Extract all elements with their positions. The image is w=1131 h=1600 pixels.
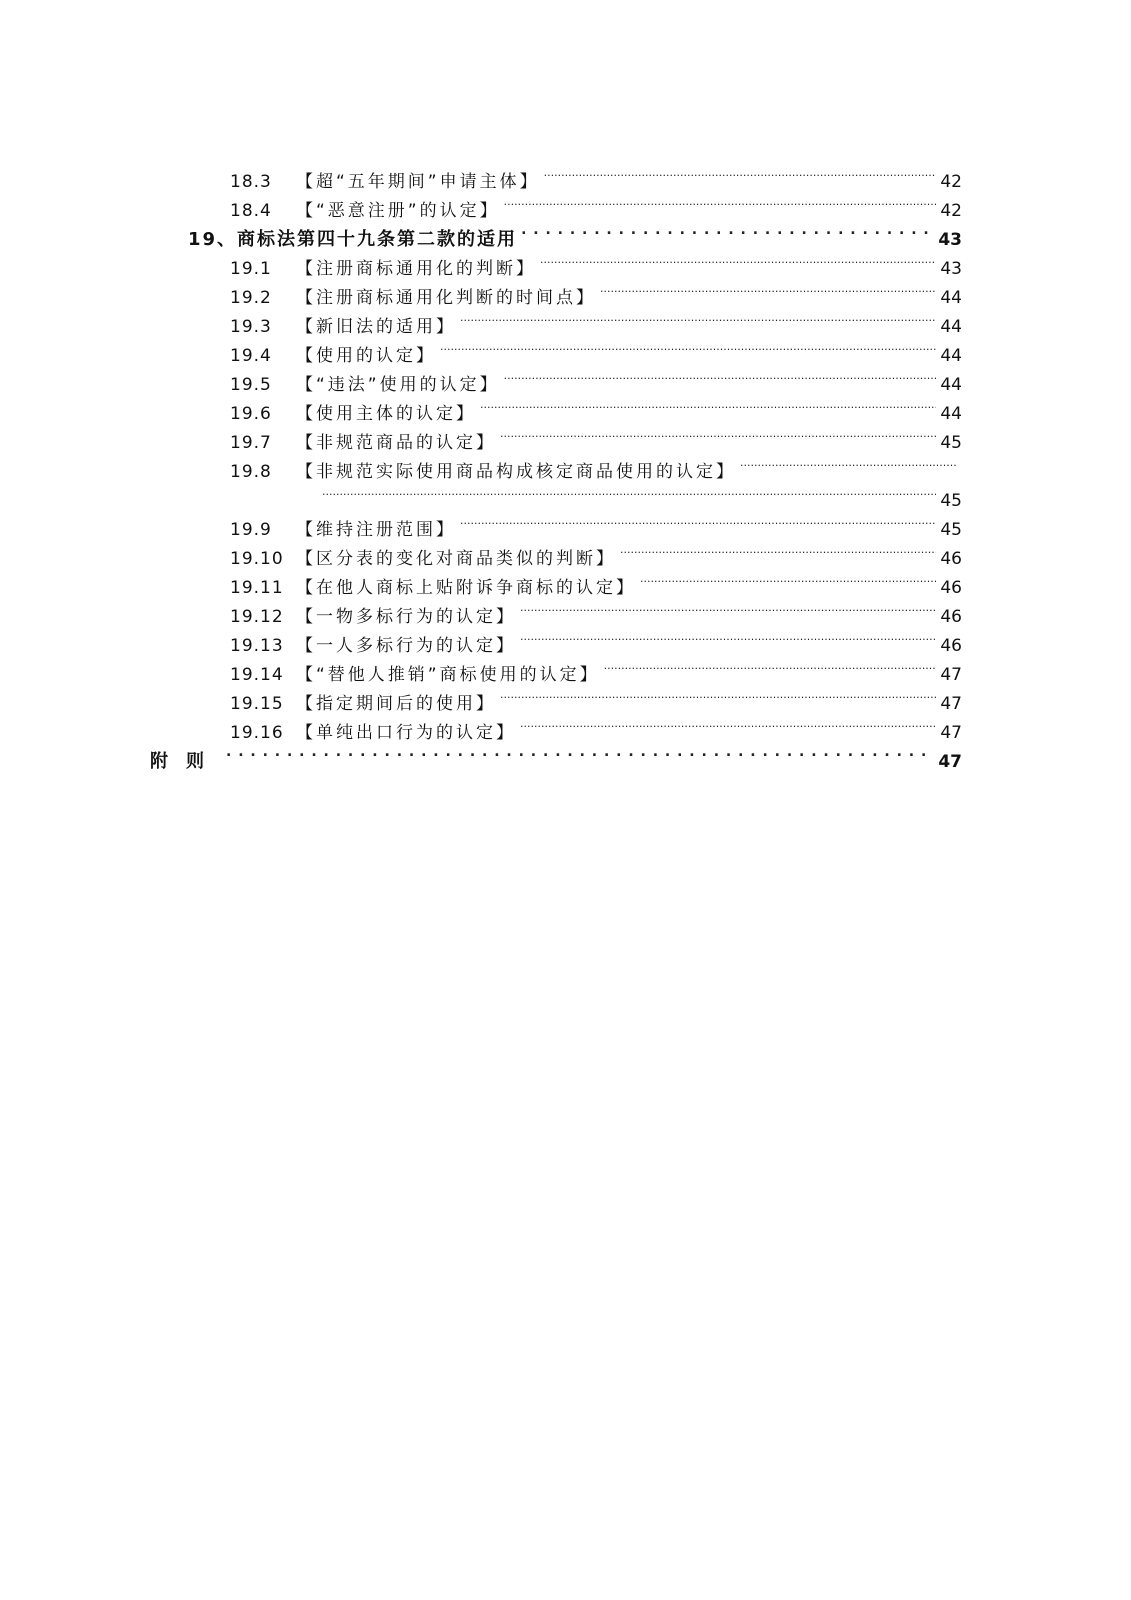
dot-leader — [504, 187, 936, 216]
entry-page-number: 44 — [940, 346, 962, 366]
dot-leader — [520, 709, 936, 738]
entry-title: 【维持注册范围】 — [296, 520, 456, 540]
toc-entry-19-2[interactable] — [230, 274, 962, 308]
entry-page-number: 44 — [940, 404, 962, 424]
dot-leader — [544, 158, 936, 187]
entry-title: 【指定期间后的使用】 — [296, 694, 496, 714]
dot-leader — [520, 593, 936, 622]
heading-title: 19、商标法第四十九条第二款的适用 — [188, 229, 518, 250]
entry-title: 【“替他人推销”商标使用的认定】 — [296, 665, 600, 685]
toc-entry-19-15[interactable] — [230, 680, 962, 714]
toc-entry-19-12[interactable] — [230, 593, 962, 627]
entry-number: 19.10 — [230, 549, 284, 569]
toc-entry-18-3[interactable] — [230, 158, 962, 192]
dot-leader — [521, 216, 934, 245]
entry-page-number: 45 — [940, 433, 962, 453]
toc-heading-19[interactable] — [188, 216, 962, 250]
entry-page-number: 44 — [940, 375, 962, 395]
entry-page-number: 42 — [940, 172, 962, 192]
entry-title: 【一人多标行为的认定】 — [296, 636, 516, 656]
dot-leader — [620, 535, 936, 564]
toc-entry-19-11[interactable] — [230, 564, 962, 598]
entry-number: 19.14 — [230, 665, 284, 685]
dot-leader — [504, 361, 936, 390]
entry-number: 19.16 — [230, 723, 284, 743]
heading-page-number: 43 — [938, 230, 962, 250]
entry-number: 19.1 — [230, 259, 272, 279]
dot-leader — [520, 622, 936, 651]
entry-page-number: 44 — [940, 317, 962, 337]
entry-title: 【新旧法的适用】 — [296, 317, 456, 337]
entry-number: 19.5 — [230, 375, 272, 395]
entry-number: 19.2 — [230, 288, 272, 308]
dot-leader — [500, 419, 936, 448]
entry-title: 【非规范实际使用商品构成核定商品使用的认定】 — [296, 462, 736, 482]
entry-page-number: 45 — [940, 520, 962, 540]
toc-entry-19-16[interactable] — [230, 709, 962, 743]
entry-number: 19.8 — [230, 462, 272, 482]
entry-number: 19.3 — [230, 317, 272, 337]
entry-number: 19.9 — [230, 520, 272, 540]
appendix-page-number: 47 — [938, 752, 962, 772]
toc-entry-19-1[interactable] — [230, 245, 962, 279]
entry-number: 18.3 — [230, 172, 272, 192]
toc-entry-19-8-continuation[interactable] — [322, 477, 962, 511]
entry-number: 19.7 — [230, 433, 272, 453]
entry-page-number: 46 — [940, 607, 962, 627]
entry-title: 【“违法”使用的认定】 — [296, 375, 500, 395]
entry-page-number: 47 — [940, 665, 962, 685]
toc-entry-19-10[interactable] — [230, 535, 962, 569]
entry-page-number: 46 — [940, 578, 962, 598]
entry-page-number: 44 — [940, 288, 962, 308]
entry-number: 19.4 — [230, 346, 272, 366]
dot-leader — [440, 332, 936, 361]
entry-page-number: 47 — [940, 694, 962, 714]
dot-leader — [500, 680, 936, 709]
entry-number: 18.4 — [230, 201, 272, 221]
entry-page-number: 43 — [940, 259, 962, 279]
toc-entry-19-5[interactable] — [230, 361, 962, 395]
dot-leader — [604, 651, 936, 680]
entry-page-number: 46 — [940, 636, 962, 656]
dot-leader — [322, 477, 936, 506]
entry-page-number: 42 — [940, 201, 962, 221]
toc-entry-19-13[interactable] — [230, 622, 962, 656]
toc-appendix[interactable] — [150, 738, 962, 772]
dot-leader — [600, 274, 936, 303]
entry-title: 【一物多标行为的认定】 — [296, 607, 516, 627]
entry-page-number: 47 — [940, 723, 962, 743]
dot-leader — [480, 390, 936, 419]
toc-entry-19-7[interactable] — [230, 419, 962, 453]
entry-title: 【在他人商标上贴附诉争商标的认定】 — [296, 578, 636, 598]
toc-entry-19-9[interactable] — [230, 506, 962, 540]
entry-title: 【使用的认定】 — [296, 346, 436, 366]
entry-number: 19.12 — [230, 607, 284, 627]
entry-title: 【使用主体的认定】 — [296, 404, 476, 424]
toc-entry-19-14[interactable] — [230, 651, 962, 685]
dot-leader — [640, 564, 936, 593]
appendix-title: 附则 — [150, 751, 222, 772]
entry-number: 19.11 — [230, 578, 284, 598]
entry-title: 【注册商标通用化的判断】 — [296, 259, 536, 279]
dot-leader — [740, 448, 958, 477]
entry-title: 【注册商标通用化判断的时间点】 — [296, 288, 596, 308]
toc-entry-19-4[interactable] — [230, 332, 962, 366]
entry-number: 19.13 — [230, 636, 284, 656]
entry-title: 【单纯出口行为的认定】 — [296, 723, 516, 743]
toc-entry-19-8[interactable] — [230, 448, 962, 482]
toc-entry-19-6[interactable] — [230, 390, 962, 424]
entry-page-number: 46 — [940, 549, 962, 569]
toc-entry-18-4[interactable] — [230, 187, 962, 221]
entry-title: 【超“五年期间”申请主体】 — [296, 172, 540, 192]
dot-leader — [460, 506, 936, 535]
dot-leader — [226, 738, 934, 767]
entry-title: 【“恶意注册”的认定】 — [296, 201, 500, 221]
entry-number: 19.15 — [230, 694, 284, 714]
entry-title: 【非规范商品的认定】 — [296, 433, 496, 453]
entry-page-number: 45 — [940, 491, 962, 511]
entry-title: 【区分表的变化对商品类似的判断】 — [296, 549, 616, 569]
dot-leader — [460, 303, 936, 332]
dot-leader — [540, 245, 936, 274]
toc-entry-19-3[interactable] — [230, 303, 962, 337]
entry-number: 19.6 — [230, 404, 272, 424]
